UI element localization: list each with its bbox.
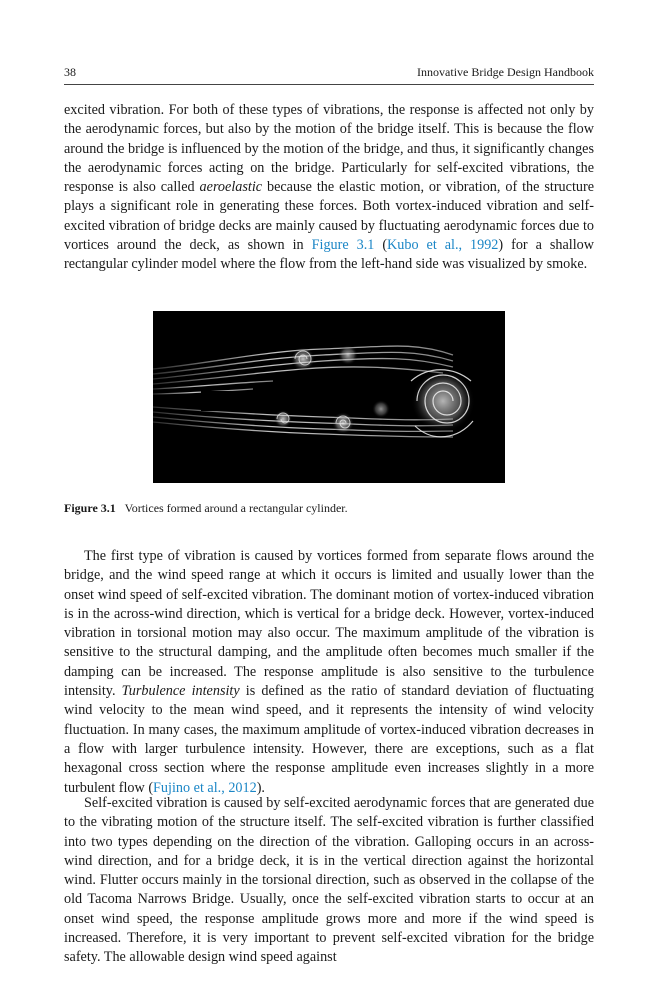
- citation-fujino-2012[interactable]: Fujino et al., 2012: [153, 779, 257, 796]
- paragraph-1-text-c: ) for a shallow rectangular cylinder model where the flow from the left-hand side was visualized by smoke.: [64, 237, 594, 273]
- paragraph-1-text-a: excited vibration. For both of these types of vibrations, the response is affected not only by the aerodynamic forces, but also by the motion of the bridge itself. This is because the flow around the bridge is influenced by the motion of the bridge, and thus, it significantly changes the aerodynamic forces acting on the bridge. Particularly for self-excited vibrations, the response is also called: [64, 102, 594, 196]
- paragraph-1-text-b: because the elastic motion, or vibration, of the structure plays a significant role in generating these forces. Both vortex-induced vibration and self-excited vibration of bridge decks are mainly caused by fluctuating aerodynamic forces due to vortices around the deck, as shown in: [64, 179, 595, 254]
- paragraph-2-text-a: The first type of vibration is caused by vortices formed from separate flows around the bridge, and the wind speed range at which it occurs is limited and usually lower than the onset wind speed of self-excited vibration. The dominant motion of vortex-induced vibration is in the across-wind direction, which is vertical for a bridge deck. However, vortex-induced vibration in torsional motion may also occur. The maximum amplitude of the vibration is sensitive to the structural damping, and the amplitude often becomes much smaller if the damping can be increased. The response amplitude is also sensitive to the turbulence intensity.: [64, 548, 594, 700]
- smoke-flow-image: [153, 311, 505, 483]
- term-turbulence-intensity: Turbulence intensity: [121, 683, 240, 700]
- citation-kubo-1992[interactable]: Kubo et al., 1992: [387, 237, 499, 254]
- figure-3-1-link[interactable]: Figure 3.1: [311, 237, 375, 254]
- figure-label: Figure 3.1: [64, 501, 116, 515]
- page-number: 38: [64, 65, 76, 79]
- paragraph-2-text-c: ).: [256, 779, 265, 796]
- figure-caption-text: Vortices formed around a rectangular cylinder.: [124, 501, 348, 515]
- paragraph-3: Self-excited vibration is caused by self-excited aerodynamic forces that are generated due to the vibrating motion of the structure itself. The self-excited vibration is further classified into two types depending on the direction of the vibration. Galloping occurs in an across-wind direction, and for a bridge deck, it is in the vertical direction against the horizontal wind. Flutter occurs mainly in the torsional direction, such as observed in the collapse of the old Tacoma Narrows Bridge. Usually, once the self-excited vibration starts to occur at an onset wind speed, the response amplitude grows more and more if the wind speed is increased. Therefore, it is very important to prevent self-excited vibration for the bridge safety. The allowable design wind speed against: [64, 795, 594, 966]
- paragraph-2-text-b: is defined as the ratio of standard deviation of fluctuating wind velocity to the mean wind speed, and it represents the intensity of wind velocity fluctuation. In many cases, the maximum amplitude of vortex-induced vibration decreases in a flow with larger turbulence intensity. However, there are exceptions, such as a flat hexagonal cross section where the response amplitude even increases slightly in a more turbulent flow (: [64, 683, 595, 796]
- paragraph-2: [64, 547, 594, 798]
- paragraph-1: [64, 101, 594, 275]
- figure-smoke-visualization: [153, 311, 505, 483]
- paren-open: (: [374, 237, 388, 254]
- running-header: [64, 62, 594, 85]
- figure-caption: [64, 500, 594, 516]
- running-title: Innovative Bridge Design Handbook: [417, 65, 594, 79]
- term-aeroelastic: aeroelastic: [199, 179, 263, 196]
